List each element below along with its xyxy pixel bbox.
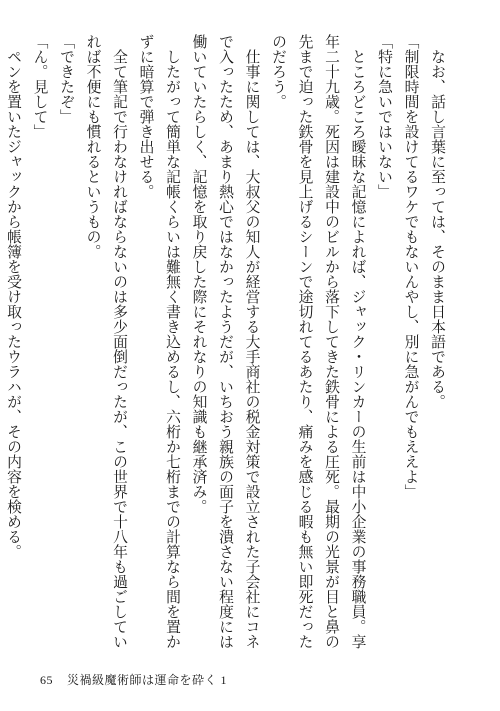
paragraph-narration: したがって簡単な記帳くらいは難無く書き込めるし、六桁か七桁までの計算なら間を置かずに暗算で弾き出せる。 bbox=[137, 34, 181, 649]
paragraph-dialog: 「特に急いではいない」 bbox=[376, 34, 393, 199]
paragraph-dialog: 「制限時間を設けてるワケでもないんやし、別に急がんでもええよ」 bbox=[402, 34, 420, 499]
page-number: 65 bbox=[40, 673, 53, 687]
page-footer bbox=[40, 671, 227, 688]
book-title: 災禍級魔術師は運命を砕く 1 bbox=[67, 673, 228, 687]
paragraph-dialog: 「ん。見して」 bbox=[31, 34, 49, 139]
paragraph-narration: ペンを置いたジャックから帳簿を受け取ったウラハが、その内容を検める。 bbox=[5, 48, 22, 559]
vertical-body-text bbox=[5, 34, 450, 654]
paragraph-narration: 全て筆記で行わなければならないのは多少面倒だったが、この世界で十八年も過ごしていれば不便にも慣れるというもの。 bbox=[84, 34, 128, 649]
paragraph-narration: ところどころ曖昧な記憶によれば、ジャック・リンカーの生前は中小企業の事務職員。享年二十九歳。死因は建設中のビルから落下してきた鉄骨による圧死。最期の光景が目と鼻の先まで迫った鉄骨を見上げるシーンで途切れてるあたり、痛みを感じる暇も無い即死だったのだろう。 bbox=[270, 34, 367, 649]
paragraph-narration: 仕事に関しては、大叔父の知人が経営する大手商社の税金対策で設立された子会社にコネで入ったため、あまり熱心ではなかったようだが、いちおう親族の面子を潰さない程度には働いていたらしく、記憶を取り戻した際にそれなりの知識も継承済み。 bbox=[190, 34, 261, 649]
paragraph-narration: なお、話し言葉に至っては、そのまま日本語である。 bbox=[429, 48, 446, 409]
paragraph-dialog: 「できたぞ」 bbox=[58, 34, 75, 124]
